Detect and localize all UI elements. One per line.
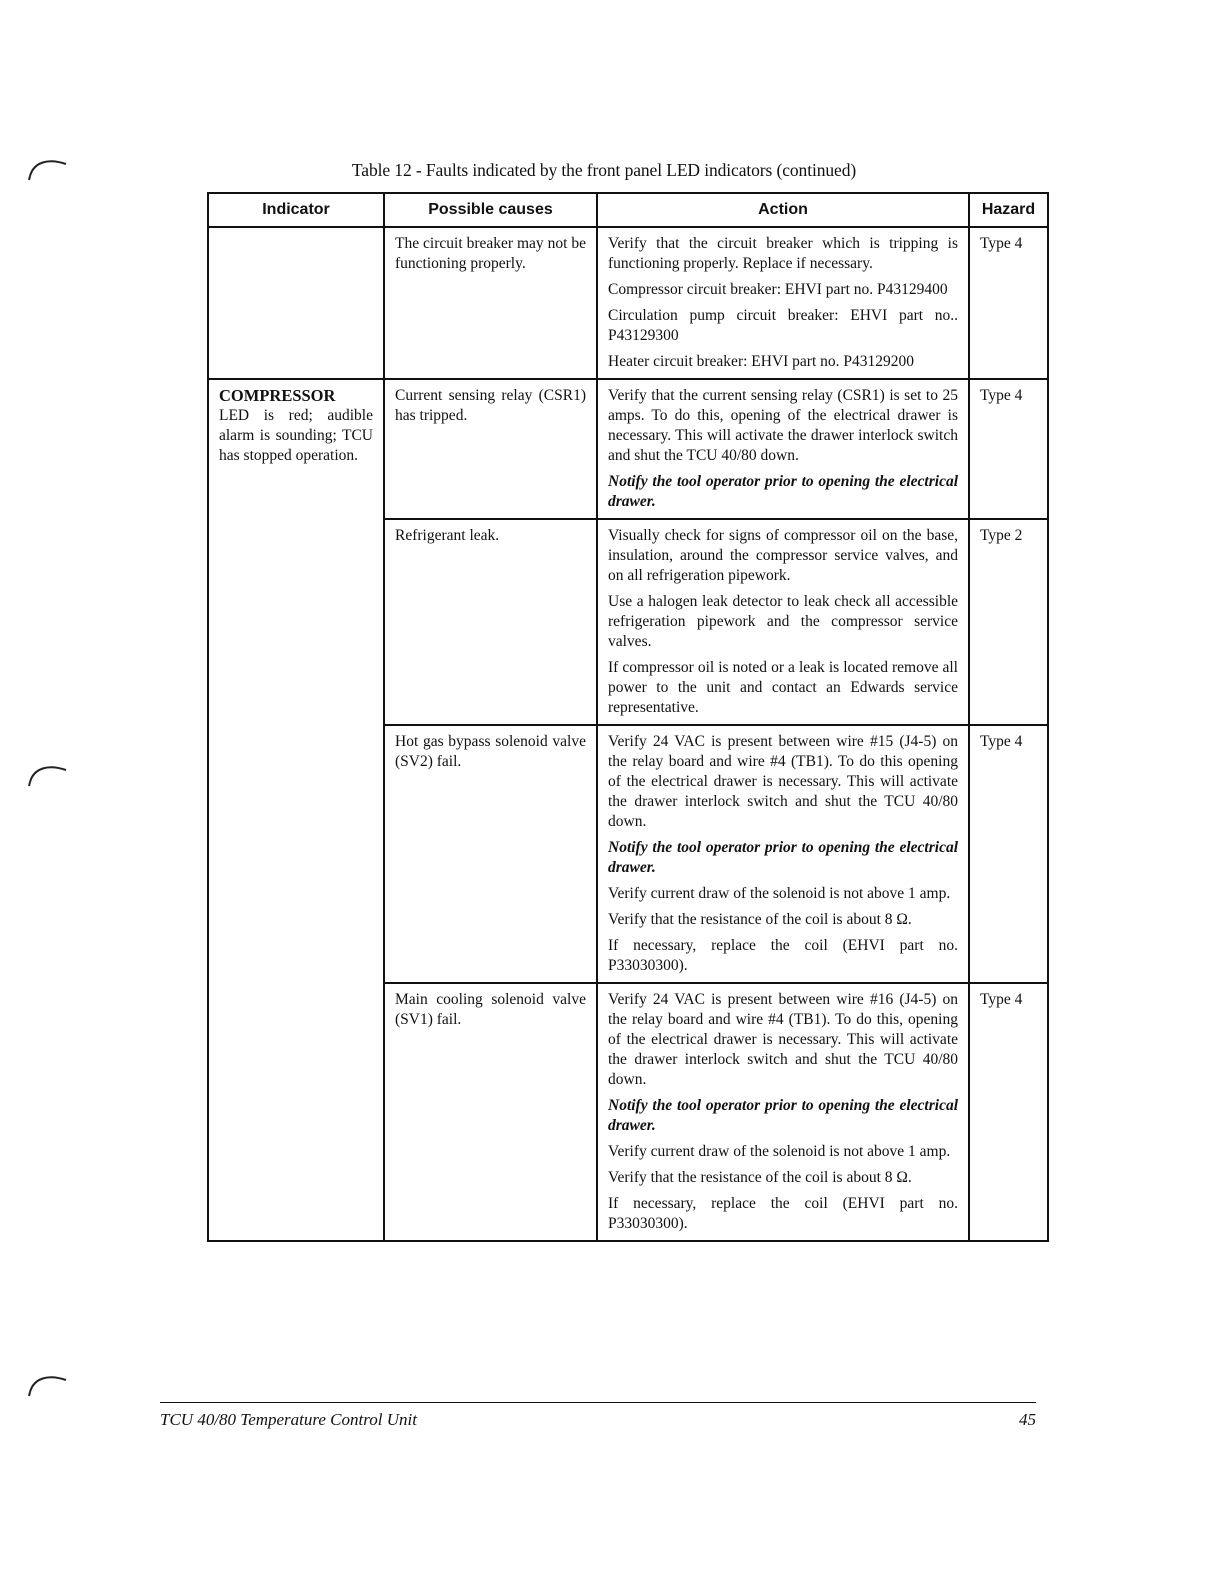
cause-cell: The circuit breaker may not be functioning properly. xyxy=(384,227,597,379)
action-cell xyxy=(597,227,969,379)
action-cell xyxy=(597,725,969,983)
indicator-cell-empty xyxy=(208,227,384,379)
footer-document-title: TCU 40/80 Temperature Control Unit xyxy=(160,1410,417,1429)
cause-cell: Refrigerant leak. xyxy=(384,519,597,725)
indicator-title: COMPRESSOR xyxy=(219,386,336,405)
table-row xyxy=(208,379,1048,519)
action-warning-note: Notify the tool operator prior to opening the electrical drawer. xyxy=(608,839,958,876)
hazard-cell: Type 4 xyxy=(969,725,1048,983)
action-text: Verify 24 VAC is present between wire #16 (J4-5) on the relay board and wire #4 (TB1). To do this, opening of the electrical drawer is necessary. This will activate the drawer interlock switch and shut the TCU 40/80 down. xyxy=(608,991,958,1088)
header-action: Action xyxy=(597,193,969,227)
action-text: Circulation pump circuit breaker: EHVI part no.. P43129300 xyxy=(608,307,958,344)
action-text: Verify current draw of the solenoid is not above 1 amp. xyxy=(608,885,951,902)
action-text: If compressor oil is noted or a leak is located remove all power to the unit and contact an Edwards service representative. xyxy=(608,659,958,716)
table-header-row xyxy=(208,193,1048,227)
cause-cell: Main cooling solenoid valve (SV1) fail. xyxy=(384,983,597,1241)
header-indicator: Indicator xyxy=(208,193,384,227)
action-text: Verify current draw of the solenoid is not above 1 amp. xyxy=(608,1143,951,1160)
faults-table xyxy=(207,192,1049,1242)
action-warning-note: Notify the tool operator prior to opening the electrical drawer. xyxy=(608,473,958,510)
action-cell xyxy=(597,379,969,519)
action-text: Verify that the circuit breaker which is tripping is functioning properly. Replace if necessary. xyxy=(608,235,958,272)
punch-hole-mark-middle xyxy=(26,758,72,788)
action-text: Verify that the resistance of the coil is about 8 Ω. xyxy=(608,911,912,928)
punch-hole-mark-top xyxy=(26,152,72,182)
action-cell xyxy=(597,983,969,1241)
action-text: Verify 24 VAC is present between wire #15 (J4-5) on the relay board and wire #4 (TB1). To do this opening of the electrical drawer is necessary. This will activate the drawer interlock switch and shut the TCU 40/80 down. xyxy=(608,733,958,830)
hazard-cell: Type 4 xyxy=(969,983,1048,1241)
footer-page-number: 45 xyxy=(1019,1410,1036,1429)
header-possible-causes: Possible causes xyxy=(384,193,597,227)
action-cell xyxy=(597,519,969,725)
table-caption: Table 12 - Faults indicated by the front panel LED indicators (continued) xyxy=(351,160,857,180)
indicator-description: LED is red; audible alarm is sounding; TCU has stopped operation. xyxy=(219,407,373,464)
action-warning-note: Notify the tool operator prior to opening the electrical drawer. xyxy=(608,1097,958,1134)
action-text: Verify that the resistance of the coil is about 8 Ω. xyxy=(608,1169,912,1186)
hazard-cell: Type 4 xyxy=(969,227,1048,379)
hazard-cell: Type 2 xyxy=(969,519,1048,725)
action-text: If necessary, replace the coil (EHVI part no. P33030300). xyxy=(608,1195,958,1232)
action-text: Verify that the current sensing relay (CSR1) is set to 25 amps. To do this, opening of the electrical drawer is necessary. This will activate the drawer interlock switch and shut the TCU 40/80 down. xyxy=(608,387,958,464)
hazard-cell: Type 4 xyxy=(969,379,1048,519)
action-text: If necessary, replace the coil (EHVI part no. P33030300). xyxy=(608,937,958,974)
punch-hole-mark-bottom xyxy=(26,1368,72,1398)
header-hazard: Hazard xyxy=(969,193,1048,227)
action-text: Visually check for signs of compressor oil on the base, insulation, around the compressor service valves, and on all refrigeration pipework. xyxy=(608,527,958,584)
indicator-cell-compressor xyxy=(208,379,384,1241)
action-text: Use a halogen leak detector to leak check all accessible refrigeration pipework and the compressor service valves. xyxy=(608,593,958,650)
cause-cell: Hot gas bypass solenoid valve (SV2) fail. xyxy=(384,725,597,983)
action-text: Compressor circuit breaker: EHVI part no. P43129400 xyxy=(608,281,948,298)
action-text: Heater circuit breaker: EHVI part no. P43129200 xyxy=(608,353,915,370)
footer-rule xyxy=(160,1402,1036,1403)
cause-cell: Current sensing relay (CSR1) has tripped. xyxy=(384,379,597,519)
table-row xyxy=(208,227,1048,379)
